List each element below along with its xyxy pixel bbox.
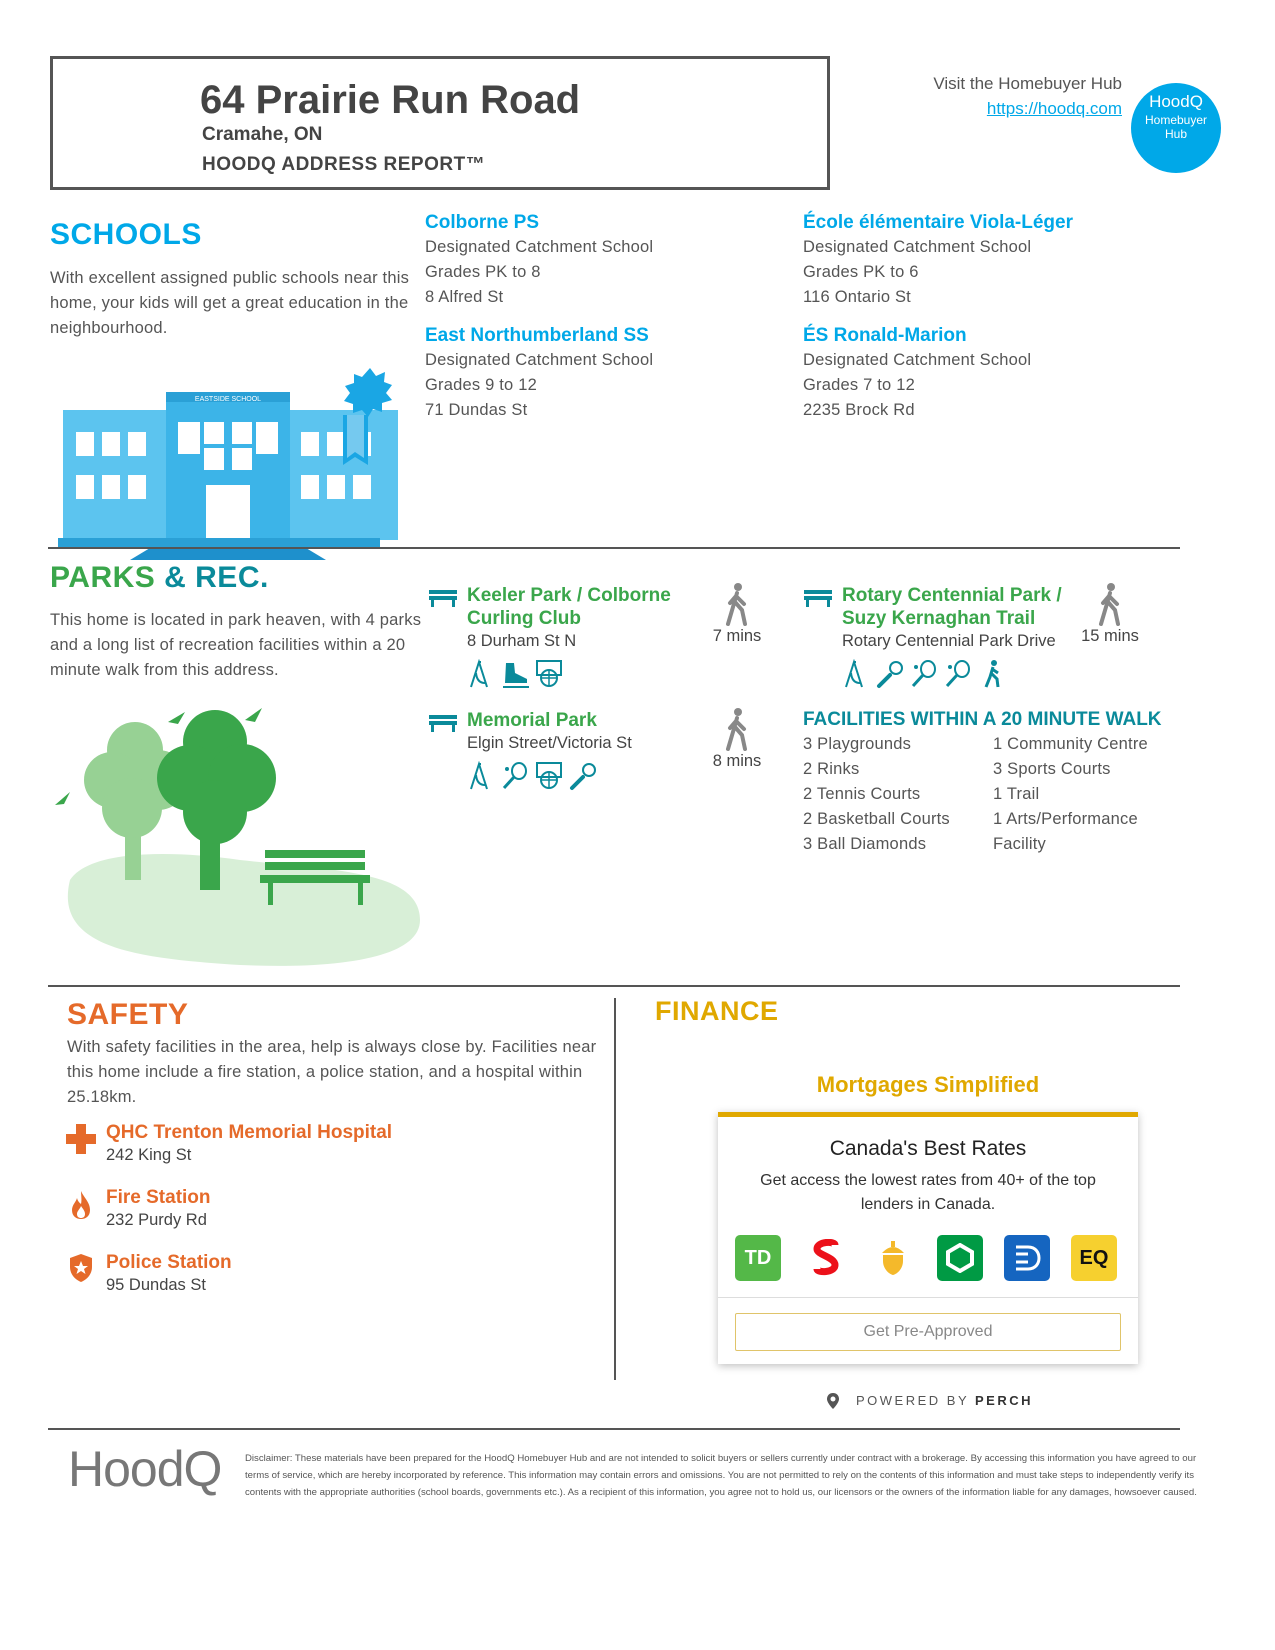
school-type: Designated Catchment School: [425, 351, 654, 369]
playground-icon: [467, 761, 495, 791]
hub-badge-top: HoodQ: [1149, 92, 1203, 111]
school-sign-text: EASTSIDE SCHOOL: [194, 396, 262, 403]
safety-item[interactable]: [106, 1252, 232, 1295]
school-grades: Grades PK to 6: [803, 263, 919, 281]
facility-item: 3 Playgrounds: [803, 735, 912, 753]
safety-intro: With safety facilities in the area, help is always close by. Facilities near this home include a fire station, a police station, and a hospital within 25.18km.: [67, 1038, 597, 1106]
hospital-cross-icon: [66, 1124, 96, 1159]
school-address: 116 Ontario St: [803, 288, 911, 306]
skate-icon: [501, 659, 529, 689]
bench-icon: [428, 588, 458, 613]
facility-item: 2 Rinks: [803, 760, 860, 778]
tennis-icon: [501, 761, 529, 791]
rates-card: [718, 1112, 1138, 1364]
section-divider: [48, 985, 1180, 987]
school-card[interactable]: [803, 324, 1183, 423]
basketball-icon: [535, 761, 563, 791]
parks-intro: This home is located in park heaven, with 4 parks and a long list of recreation facilities within a 20 minute walk from this address.: [50, 611, 422, 679]
school-card[interactable]: [425, 324, 785, 423]
amenity-icons: [467, 761, 707, 791]
school-name[interactable]: East Northumberland SS: [425, 325, 649, 346]
police-badge-icon: [69, 1253, 93, 1288]
fire-icon: [70, 1190, 92, 1225]
school-grades: Grades 7 to 12: [803, 376, 915, 394]
powered-by: [856, 1393, 1033, 1408]
school-illustration: [58, 360, 408, 560]
park-name-cont[interactable]: Suzy Kernaghan Trail: [842, 608, 1036, 629]
footer-divider: [48, 1428, 1180, 1430]
schools-heading: SCHOOLS: [50, 218, 202, 251]
powered-by-brand[interactable]: PERCH: [975, 1393, 1034, 1408]
school-card[interactable]: [425, 211, 785, 310]
location-pin-icon: [825, 1392, 841, 1415]
td-logo-text: TD: [744, 1246, 772, 1269]
park-name-cont[interactable]: Curling Club: [467, 608, 581, 629]
hub-link[interactable]: https://hoodq.com: [986, 99, 1122, 118]
school-card[interactable]: [803, 211, 1183, 310]
td-logo-icon: [735, 1235, 781, 1281]
facilities-list-right: [993, 732, 1148, 857]
school-type: Designated Catchment School: [425, 238, 654, 256]
facility-item: 1 Community Centre: [993, 735, 1148, 753]
school-type: Designated Catchment School: [803, 351, 1032, 369]
safety-item[interactable]: [106, 1122, 392, 1165]
school-name[interactable]: Colborne PS: [425, 212, 540, 233]
facility-item: 3 Ball Diamonds: [803, 835, 927, 853]
safety-heading: SAFETY: [67, 998, 189, 1031]
parks-heading: [50, 561, 269, 595]
facilities-list-left: [803, 732, 950, 857]
baseball-icon: [569, 761, 597, 791]
city-label: Cramahe, ON: [202, 124, 323, 145]
powered-by-prefix: POWERED BY: [856, 1393, 969, 1408]
playground-icon: [842, 659, 870, 689]
safety-item-address: 242 King St: [106, 1146, 192, 1164]
safety-item-address: 95 Dundas St: [106, 1276, 206, 1294]
bench-icon: [428, 713, 458, 738]
walk-time: 8 mins: [712, 752, 762, 770]
school-address: 8 Alfred St: [425, 288, 504, 306]
report-label: HOODQ ADDRESS REPORT™: [202, 154, 486, 175]
park-illustration: [50, 700, 430, 970]
eq-logo-icon: [1071, 1235, 1117, 1281]
amenity-icons: [842, 659, 1082, 689]
walk-time: 15 mins: [1081, 627, 1139, 645]
facility-item: 3 Sports Courts: [993, 760, 1111, 778]
safety-item[interactable]: [106, 1187, 211, 1230]
park-card[interactable]: [467, 709, 707, 791]
park-address: 8 Durham St N: [467, 632, 577, 650]
playground-icon: [467, 659, 495, 689]
safety-item-name[interactable]: Police Station: [106, 1252, 232, 1273]
amenity-icons: [467, 659, 707, 689]
get-pre-approved-button[interactable]: Get Pre-Approved: [735, 1313, 1121, 1351]
section-divider: [48, 547, 1180, 549]
rates-card-title: Canada's Best Rates: [829, 1137, 1027, 1160]
park-name[interactable]: Memorial Park: [467, 710, 597, 731]
finance-subheading: Mortgages Simplified: [816, 1072, 1040, 1097]
card-divider: [718, 1297, 1138, 1298]
walk-icon: [722, 707, 752, 756]
school-grades: Grades PK to 8: [425, 263, 541, 281]
park-address: Rotary Centennial Park Drive: [842, 632, 1056, 650]
desjardins-logo-icon: [870, 1235, 916, 1281]
school-address: 2235 Brock Rd: [803, 401, 915, 419]
walk-icon: [1095, 582, 1125, 631]
park-address: Elgin Street/Victoria St: [467, 734, 632, 752]
baseball-icon: [876, 659, 904, 689]
rates-card-text: Get access the lowest rates from 40+ of the top lenders in Canada.: [760, 1172, 1096, 1213]
walk-icon: [722, 582, 752, 631]
hub-badge-bottom: Homebuyer Hub: [1144, 113, 1208, 141]
park-name[interactable]: Keeler Park / Colborne: [467, 585, 671, 606]
hexagon-lender-logo-icon: [937, 1235, 983, 1281]
trail-icon: [978, 659, 1006, 689]
parks-heading-a: PARKS: [50, 561, 156, 594]
facilities-heading: FACILITIES WITHIN A 20 MINUTE WALK: [803, 709, 1162, 730]
safety-item-name[interactable]: QHC Trenton Memorial Hospital: [106, 1122, 393, 1143]
hub-badge-logo[interactable]: [1131, 83, 1221, 173]
facility-item: 2 Basketball Courts: [803, 810, 950, 828]
walk-time: 7 mins: [712, 627, 762, 645]
safety-item-name[interactable]: Fire Station: [106, 1187, 211, 1208]
hub-visit-text: Visit the Homebuyer Hub: [933, 74, 1122, 93]
school-name[interactable]: ÉS Ronald-Marion: [803, 325, 967, 346]
park-name[interactable]: Rotary Centennial Park /: [842, 585, 1062, 606]
school-type: Designated Catchment School: [803, 238, 1032, 256]
facility-item: 1 Trail: [993, 785, 1040, 803]
facility-item: 2 Tennis Courts: [803, 785, 921, 803]
park-card[interactable]: [467, 584, 707, 689]
disclaimer-text: Disclaimer: These materials have been prepared for the HoodQ Homebuyer Hub and are not intended to solicit buyers or sellers currently under contract with a brokerage. By accessing this information you have agreed to our terms of service, which are hereby incorporated by reference. This information may contain errors and omissions. You are not permitted to rely on the contents of this information and must take steps to independently verify its contents with the appropriate authorities (school boards, governments etc.). As a recipient of this information, you agree not to hold us, our licensors or the owners of the information liable for any damages, howsoever caused.: [245, 1453, 1197, 1498]
basketball-icon: [535, 659, 563, 689]
national-logo-icon: [1004, 1235, 1050, 1281]
parks-heading-b: & REC.: [164, 561, 269, 594]
tennis-icon: [944, 659, 972, 689]
hoodq-footer-logo: HoodQ: [68, 1441, 222, 1497]
school-grades: Grades 9 to 12: [425, 376, 537, 394]
bench-icon: [803, 588, 833, 613]
facility-item: 1 Arts/Performance: [993, 810, 1138, 828]
schools-intro: With excellent assigned public schools near this home, your kids will get a great education in the neighbourhood.: [50, 269, 410, 337]
page-title: 64 Prairie Run Road: [200, 78, 581, 122]
safety-item-address: 232 Purdy Rd: [106, 1211, 207, 1229]
column-divider: [614, 998, 616, 1380]
finance-heading: FINANCE: [655, 996, 779, 1026]
facility-item: Facility: [993, 835, 1046, 853]
park-card[interactable]: [842, 584, 1082, 689]
school-address: 71 Dundas St: [425, 401, 528, 419]
school-name[interactable]: École élémentaire Viola-Léger: [803, 212, 1073, 233]
tennis-icon: [910, 659, 938, 689]
eq-logo-text: EQ: [1079, 1246, 1109, 1269]
scotiabank-logo-icon: [803, 1235, 849, 1281]
